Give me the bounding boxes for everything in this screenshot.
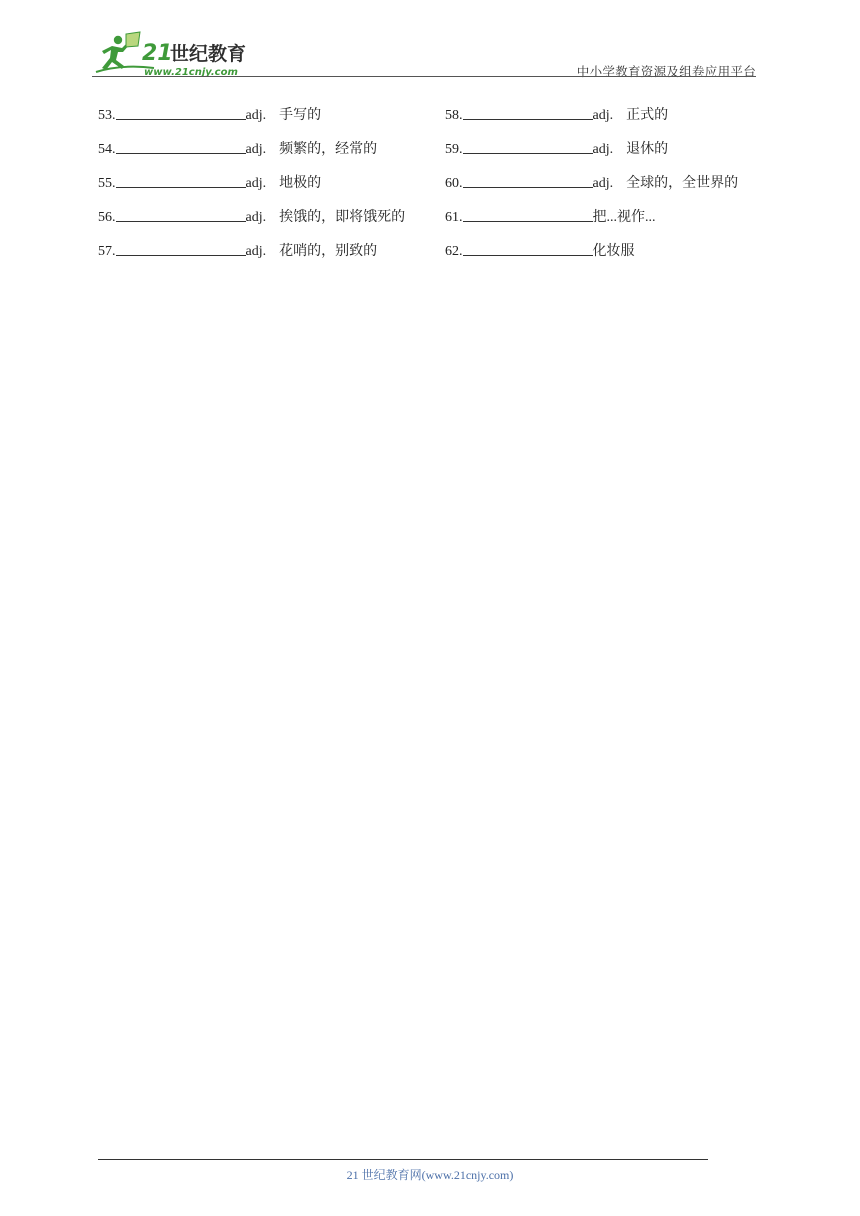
item-meaning: 全球的，全世界的 bbox=[626, 176, 739, 191]
item-number: 58. bbox=[445, 108, 463, 123]
item-meaning: 频繁的，经常的 bbox=[279, 142, 378, 157]
answer-blank[interactable] bbox=[463, 206, 593, 222]
item-meaning: 花哨的，别致的 bbox=[279, 244, 378, 259]
vocab-item bbox=[445, 240, 635, 263]
platform-title: 中小学教育资源及组卷应用平台 bbox=[576, 65, 756, 79]
item-number: 53. bbox=[98, 108, 116, 123]
vocab-item bbox=[445, 104, 668, 127]
vocab-item bbox=[445, 172, 738, 195]
vocab-row bbox=[98, 240, 778, 274]
item-meaning: 挨饿的，即将饿死的 bbox=[279, 210, 406, 225]
svg-text:www.21cnjy.com: www.21cnjy.com bbox=[144, 67, 238, 78]
vocab-item bbox=[98, 172, 321, 195]
answer-blank[interactable] bbox=[463, 138, 593, 154]
part-of-speech: adj. bbox=[245, 108, 267, 123]
answer-blank[interactable] bbox=[463, 240, 593, 256]
item-number: 56. bbox=[98, 210, 116, 225]
item-meaning: 手写的 bbox=[279, 108, 322, 123]
svg-text:21: 21 bbox=[142, 41, 173, 66]
item-meaning: 退休的 bbox=[626, 142, 669, 157]
item-number: 61. bbox=[445, 210, 463, 225]
vocab-row bbox=[98, 104, 778, 138]
item-number: 59. bbox=[445, 142, 463, 157]
answer-blank[interactable] bbox=[116, 172, 246, 188]
part-of-speech: adj. bbox=[245, 176, 267, 191]
vocab-row bbox=[98, 206, 778, 240]
item-meaning: 正式的 bbox=[626, 108, 669, 123]
vocab-item bbox=[98, 240, 377, 263]
item-number: 60. bbox=[445, 176, 463, 191]
answer-blank[interactable] bbox=[116, 138, 246, 154]
item-number: 54. bbox=[98, 142, 116, 157]
answer-blank[interactable] bbox=[463, 172, 593, 188]
item-number: 62. bbox=[445, 244, 463, 259]
vocabulary-list bbox=[98, 104, 778, 274]
site-logo[interactable] bbox=[92, 30, 262, 78]
part-of-speech: adj. bbox=[245, 244, 267, 259]
part-of-speech: adj. bbox=[592, 142, 614, 157]
svg-text:世纪教育: 世纪教育 bbox=[170, 43, 247, 65]
vocab-item bbox=[98, 138, 377, 161]
vocab-row bbox=[98, 138, 778, 172]
answer-blank[interactable] bbox=[116, 240, 246, 256]
vocab-item bbox=[98, 104, 321, 127]
answer-blank[interactable] bbox=[463, 104, 593, 120]
part-of-speech: adj. bbox=[592, 108, 614, 123]
header-divider bbox=[92, 76, 756, 77]
vocab-row bbox=[98, 172, 778, 206]
item-meaning: 化妆服 bbox=[592, 244, 635, 259]
vocab-item bbox=[98, 206, 405, 229]
answer-blank[interactable] bbox=[116, 206, 246, 222]
part-of-speech: adj. bbox=[592, 176, 614, 191]
item-meaning: 把...视作... bbox=[592, 210, 656, 225]
item-number: 55. bbox=[98, 176, 116, 191]
part-of-speech: adj. bbox=[245, 210, 267, 225]
vocab-item bbox=[445, 206, 656, 229]
footer-link[interactable]: 21 世纪教育网(www.21cnjy.com) bbox=[346, 1168, 514, 1182]
item-meaning: 地极的 bbox=[279, 176, 322, 191]
answer-blank[interactable] bbox=[116, 104, 246, 120]
part-of-speech: adj. bbox=[245, 142, 267, 157]
item-number: 57. bbox=[98, 244, 116, 259]
logo-graphic bbox=[92, 30, 262, 78]
footer-divider bbox=[98, 1159, 708, 1160]
vocab-item bbox=[445, 138, 668, 161]
page-header bbox=[92, 28, 756, 80]
